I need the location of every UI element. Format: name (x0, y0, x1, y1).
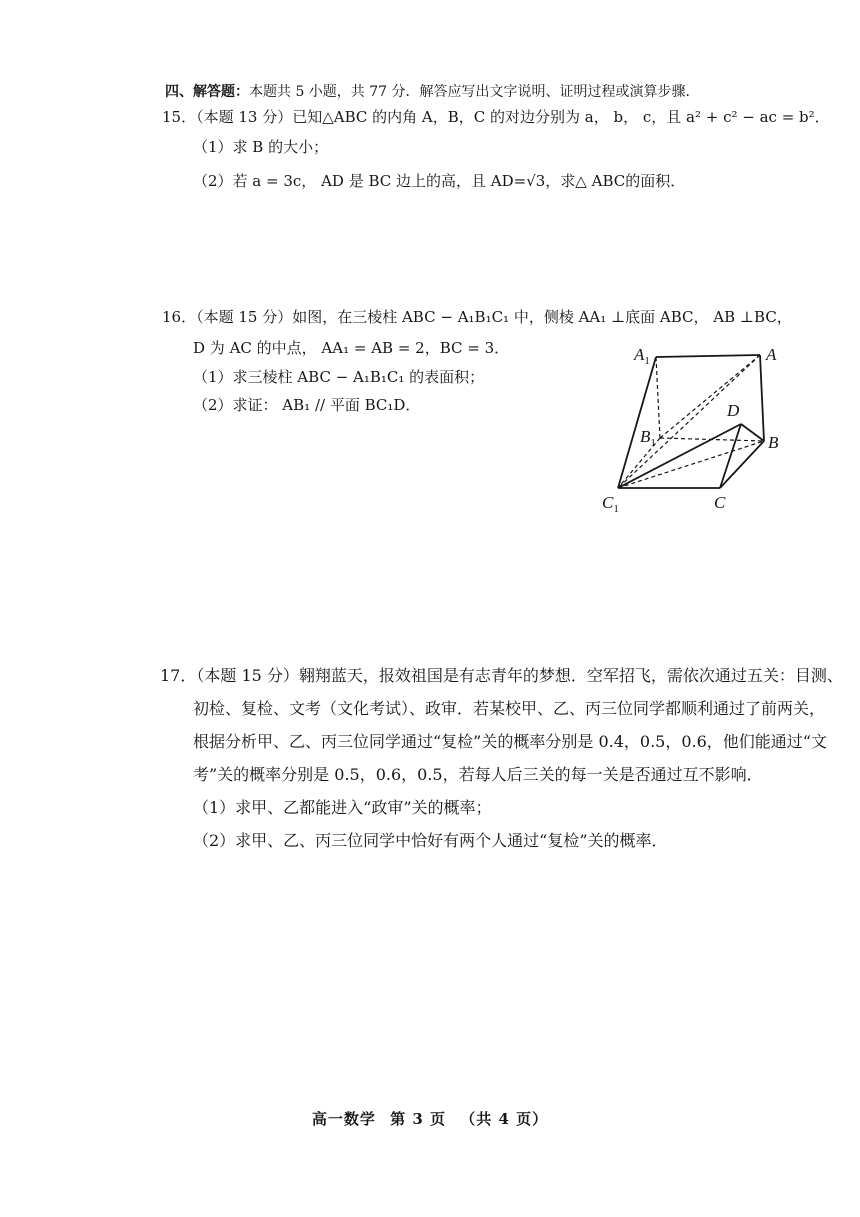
q17-line3: 根据分析甲、乙、丙三位同学通过“复检”关的概率分别是 0.4，0.5，0.6，他们能通过“文 (193, 732, 827, 751)
segment-a-b1 (660, 355, 760, 438)
label-d: D (727, 401, 740, 420)
label-a: A (766, 345, 777, 364)
footer-total-pages: （共 4 页） (460, 1110, 549, 1128)
label-b1: $B_1$ (640, 427, 656, 449)
edge-c-b (720, 441, 764, 488)
segment-d-b (741, 424, 764, 441)
label-c: C (714, 493, 726, 512)
label-c1: $C_1$ (602, 493, 619, 515)
edge-a1-a (656, 355, 760, 357)
q17-line1: 17．（本题 15 分）翱翔蓝天，报效祖国是有志青年的梦想．空军招飞，需依次通过五关：目测、 (160, 666, 843, 685)
q15-part2: （2）若 a = 3c， AD 是 BC 边上的高，且 AD=√3，求△ ABC的面积． (193, 172, 686, 190)
q16-stem: 16．（本题 15 分）如图，在三棱柱 ABC − A₁B₁C₁ 中，侧棱 AA₁ ⊥底面 ABC， AB ⊥BC， (162, 308, 792, 326)
edge-a-b (760, 355, 764, 441)
q17-line2: 初检、复检、文考（文化考试）、政审．若某校甲、乙、丙三位同学都顺利通过了前两关， (193, 699, 826, 718)
q15-part1: （1）求 B 的大小； (193, 138, 329, 156)
footer-page-number: 第 3 页 (390, 1110, 446, 1128)
prism-diagram (590, 338, 790, 518)
page-footer (0, 1108, 860, 1129)
q16-part1: （1）求三棱柱 ABC − A₁B₁C₁ 的表面积； (193, 368, 485, 386)
edge-a1-b1 (656, 357, 660, 438)
q16-part2: （2）求证： AB₁ // 平面 BC₁D． (193, 396, 421, 414)
section-title: 四、解答题： (165, 84, 249, 100)
q17-part2: （2）求甲、乙、丙三位同学中恰好有两个人通过“复检”关的概率． (193, 831, 668, 850)
q17-part1: （1）求甲、乙都能进入“政审”关的概率； (193, 798, 492, 817)
q17-line4: 考”关的概率分别是 0.5，0.6，0.5，若每人后三关的每一关是否通过互不影响． (193, 765, 763, 784)
q15-stem: 15．（本题 13 分）已知△ABC 的内角 A，B，C 的对边分别为 a， b， c，且 a² + c² − ac = b²． (162, 108, 830, 126)
footer-subject: 高一数学 (311, 1110, 376, 1128)
label-b: B (768, 433, 779, 452)
section-description: 本题共 5 小题，共 77 分．解答应写出文字说明、证明过程或演算步骤． (249, 84, 700, 100)
q16-line2: D 为 AC 的中点， AA₁ = AB = 2，BC = 3． (193, 339, 510, 357)
section-header (165, 80, 700, 103)
label-a1: $A_1$ (634, 345, 650, 367)
edge-a1-c1 (618, 357, 656, 488)
